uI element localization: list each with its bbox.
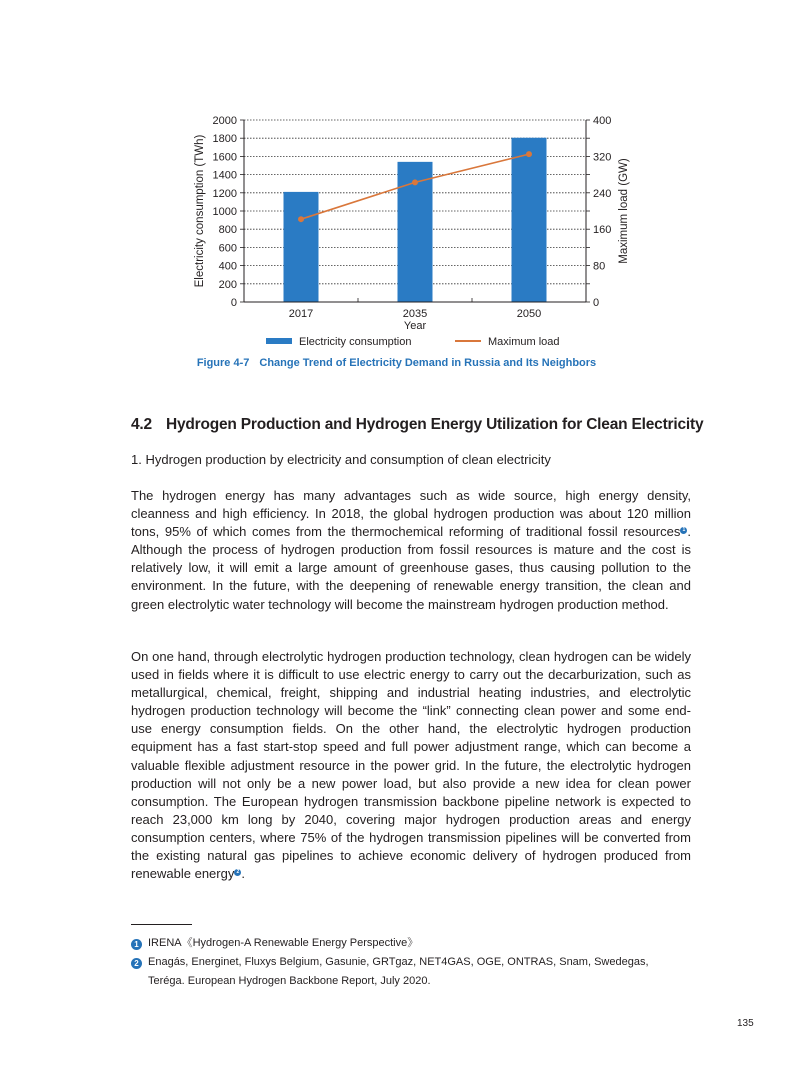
x-axis-label: Year: [403, 320, 427, 332]
y-tick-label: 0: [230, 297, 237, 309]
figure-caption-text: Change Trend of Electricity Demand in Russia and Its Neighbors: [259, 357, 597, 369]
x-tick-label: 2017: [288, 308, 314, 320]
y-tick-label: 2000: [212, 115, 237, 127]
y-tick-label: 200: [218, 278, 237, 291]
footnote-2-text: Enagás, Energinet, Fluxys Belgium, Gasunie, GRTgaz, NET4GAS, OGE, ONTRAS, Snam, Swedegas,: [148, 956, 649, 968]
chart-svg: [180, 105, 640, 355]
x-tick-label: 2035: [402, 308, 428, 320]
y2-tick-label: 80: [593, 260, 606, 273]
bar-2017: [284, 192, 319, 302]
figure-caption: [0, 357, 793, 369]
footnote-ref-1[interactable]: 1: [680, 527, 687, 534]
section-heading: [131, 416, 703, 434]
y2-tick-label: 240: [593, 187, 612, 200]
section-title: Hydrogen Production and Hydrogen Energy Utilization for Clean Electricity: [165, 416, 704, 433]
y-tick-label: 1200: [212, 187, 237, 200]
footnote-1-text: IRENA《Hydrogen-A Renewable Energy Perspective》: [148, 937, 419, 949]
y2-axis-label: Maximum load (GW): [618, 158, 630, 264]
y-tick-label: 1800: [212, 133, 237, 146]
paragraph-1-text: The hydrogen energy has many advantages such as wide source, high energy density, cleanness and high efficiency. In 2018, the global hydrogen production was about 120 million tons, 95% of which comes from the thermochemical reforming of traditional fossil resources: [131, 488, 691, 540]
footnote-marker-2: 2: [131, 958, 142, 969]
paragraph-2-text: On one hand, through electrolytic hydrogen production technology, clean hydrogen can be widely used in fields where it is difficult to use electric energy to carry out the decarburization, such as metallurgical, chemical, freight, shipping and industrial heating industries, and electrolytic hydrogen production technology will become the “link” connecting clean power and some end-use energy consumption fields. On the other hand, the electrolytic hydrogen production equipment has a fast start-stop speed and full power adjustment range, which can become a valuable flexible adjustment resource in the power grid. In the future, the electrolytic hydrogen production will not only be a new power load, but also provide a new idea for clean power consumption. The European hydrogen transmission backbone pipeline network is expected to reach 23,000 km long by 2040, covering major hydrogen production areas and energy consumption centers, where 75% of the hydrogen transmission pipelines will be converted from the existing natural gas pipelines to achieve economic delivery of hydrogen produced from renewable energy: [131, 649, 691, 882]
subheading: 1. Hydrogen production by electricity and consumption of clean electricity: [131, 452, 551, 467]
y2-tick-label: 320: [593, 151, 612, 164]
y-tick-label: 600: [218, 242, 237, 255]
footnote-1: [131, 934, 693, 953]
point-2017: [298, 216, 304, 222]
y-tick-label: 800: [218, 224, 237, 237]
y-axis-label: Electricity consumption (TWh): [194, 134, 206, 288]
legend-swatch-electricity-consumption: [266, 338, 292, 344]
y-tick-label: 1000: [212, 206, 237, 218]
footnote-ref-2[interactable]: 2: [234, 869, 241, 876]
footnote-2-continuation: Teréga. European Hydrogen Backbone Report, July 2020.: [148, 975, 431, 987]
y-tick-label: 1400: [212, 169, 237, 182]
legend-label-electricity-consumption: Electricity consumption: [299, 336, 412, 348]
bar-2050: [512, 138, 547, 302]
x-tick-label: 2050: [516, 308, 542, 320]
legend-label-maximum-load: Maximum load: [488, 336, 560, 348]
page-number: 135: [737, 1018, 754, 1029]
y-tick-label: 400: [218, 260, 237, 273]
point-2035: [412, 179, 418, 185]
paragraph-1-text-cont: . Although the process of hydrogen production from fossil resources is mature and the cost is relatively low, it will emit a large amount of greenhouse gases, thus causing pollution to the environment. In the future, with the deepening of renewable energy transition, the clean and green electrolytic water technology will become the mainstream hydrogen production method.: [131, 524, 691, 612]
y-tick-label: 1600: [212, 151, 237, 164]
y2-tick-label: 400: [593, 115, 612, 127]
point-2050: [526, 151, 532, 157]
footnote-2: [131, 953, 693, 991]
y2-tick-label: 0: [593, 297, 600, 309]
y2-tick-label: 160: [593, 224, 612, 237]
paragraph-2-text-cont: .: [241, 866, 245, 882]
section-number: 4.2: [131, 416, 152, 433]
footnote-marker-1: 1: [131, 939, 142, 950]
paragraph-1: [131, 487, 691, 614]
paragraph-2: [131, 648, 691, 883]
figure-number: Figure 4-7: [196, 357, 250, 369]
footnote-divider: [131, 924, 192, 925]
chart: [180, 105, 640, 355]
